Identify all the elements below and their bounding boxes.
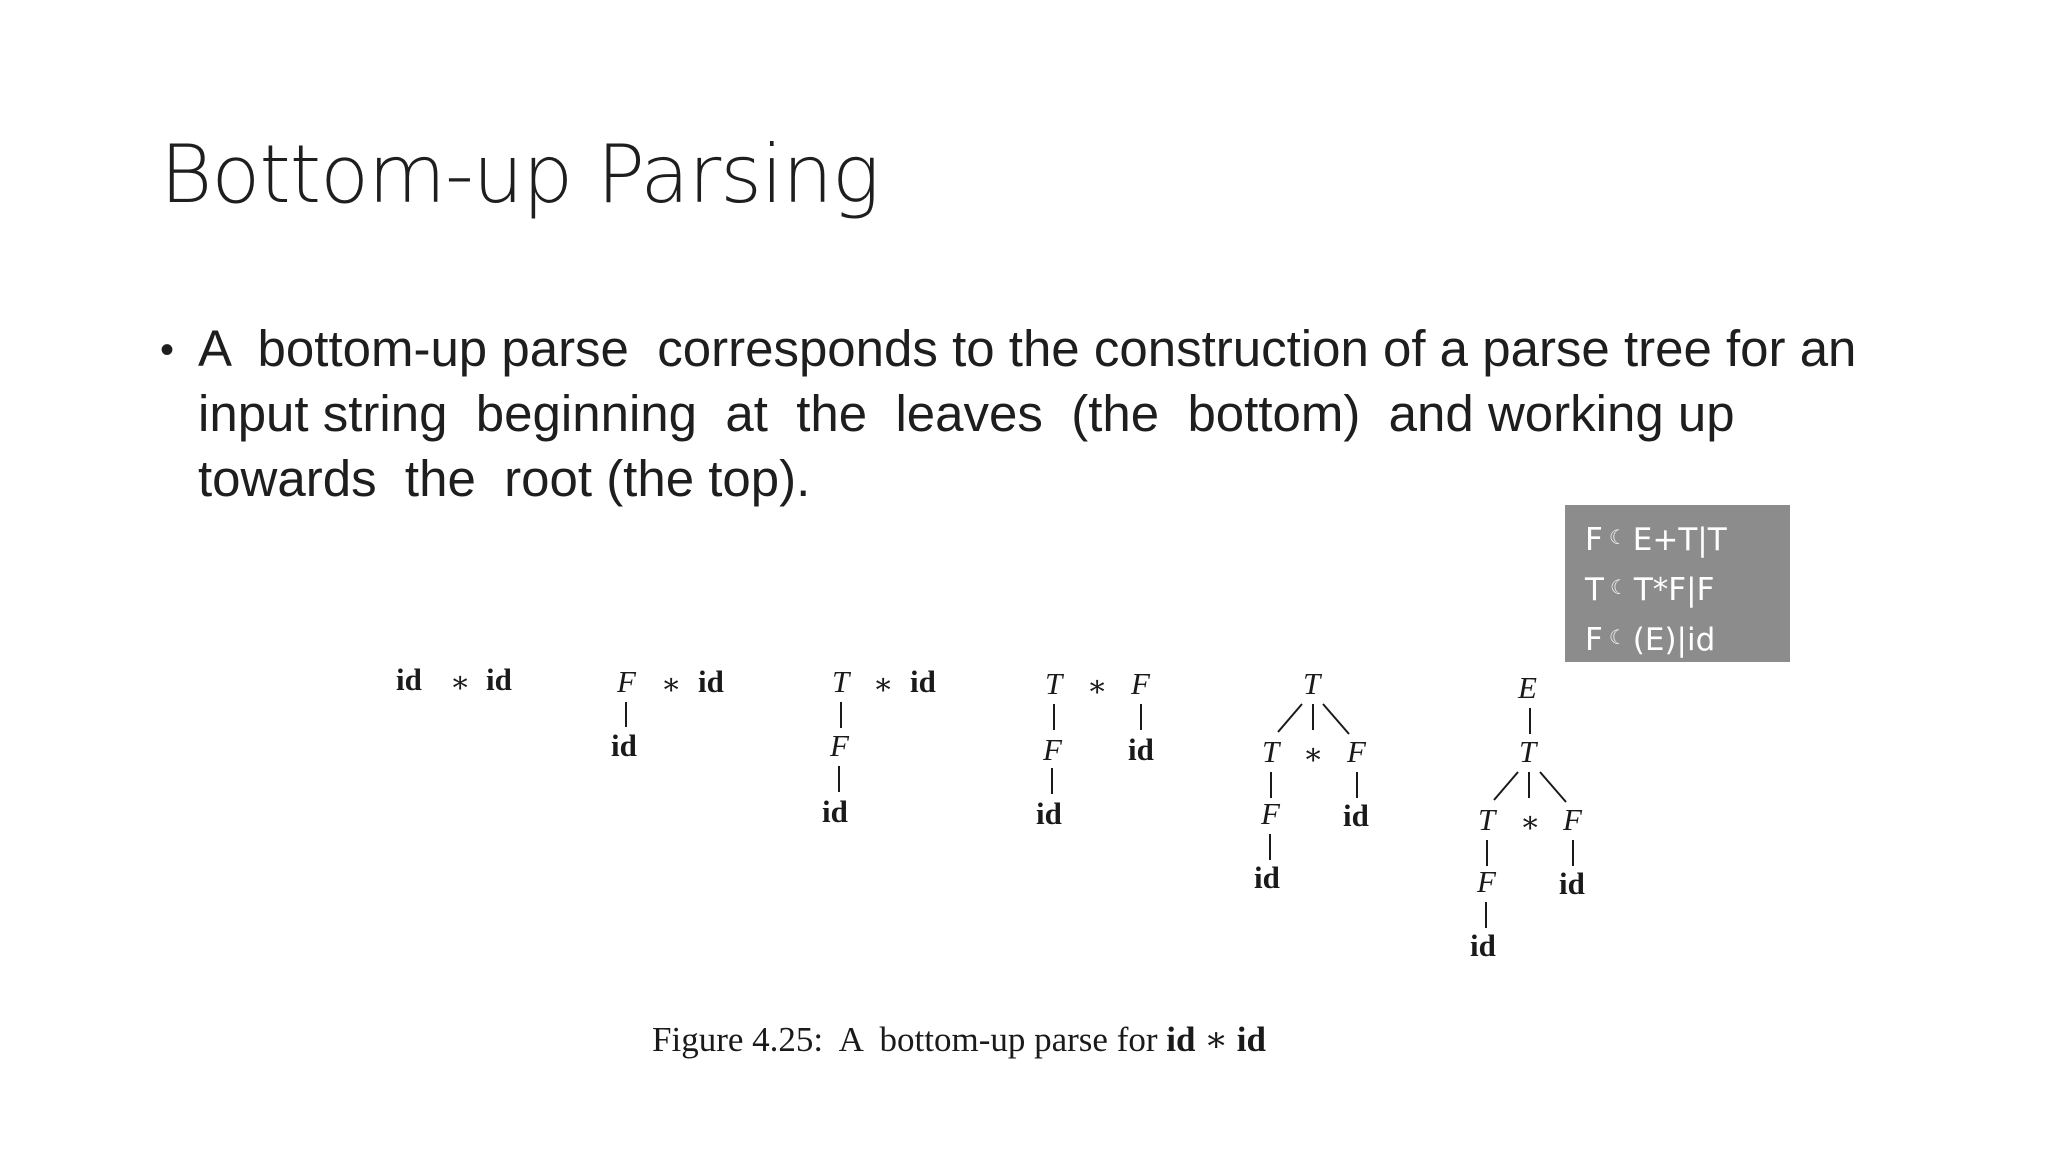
- grammar-rule-2: [1585, 564, 1790, 614]
- caption-bold-id: id: [1166, 1020, 1196, 1059]
- figure-caption: [652, 1016, 1266, 1064]
- node-T: T: [1519, 734, 1537, 769]
- node-star: ∗: [450, 666, 471, 699]
- node-F: F: [830, 728, 849, 763]
- node-id: id: [396, 662, 422, 697]
- parse-step-6: [1470, 670, 1585, 963]
- parse-step-2: [611, 664, 724, 763]
- bullet-text: A bottom-up parse corresponds to the construction of a parse tree for an input string beginning at the leaves (the bottom) and working up towards the root (the top).: [198, 320, 1871, 507]
- node-id: id: [611, 728, 637, 763]
- node-id: id: [1343, 798, 1369, 833]
- parse-step-1: [396, 662, 512, 699]
- node-id: id: [1254, 860, 1280, 895]
- node-F: F: [617, 664, 636, 699]
- node-star: ∗: [1303, 738, 1324, 771]
- node-E: E: [1518, 670, 1537, 705]
- parse-step-4: [1036, 666, 1154, 831]
- node-star: ∗: [1520, 806, 1541, 839]
- node-star: ∗: [873, 668, 894, 701]
- node-id: id: [1559, 866, 1585, 901]
- arrow-icon: ☾: [1609, 575, 1628, 599]
- grammar-rule-lhs: F: [1585, 622, 1603, 658]
- arrow-icon: ☾: [1608, 525, 1627, 549]
- node-id: id: [1036, 796, 1062, 831]
- node-star: ∗: [661, 668, 682, 701]
- node-id: id: [1128, 732, 1154, 767]
- node-T: T: [1303, 666, 1321, 701]
- node-F: F: [1477, 864, 1496, 899]
- node-F: F: [1261, 796, 1280, 831]
- grammar-box: [1565, 505, 1790, 662]
- caption-operator: ∗: [1195, 1020, 1237, 1059]
- grammar-rule-rhs: T*F|F: [1633, 572, 1715, 608]
- grammar-rule-lhs: T: [1585, 572, 1604, 608]
- node-F: F: [1131, 666, 1150, 701]
- bullet-item: [160, 316, 1880, 511]
- caption-text: Figure 4.25: A bottom-up parse for: [652, 1020, 1167, 1059]
- parse-step-3: [822, 664, 936, 829]
- grammar-rule-rhs: (E)|id: [1632, 622, 1716, 658]
- node-F: F: [1043, 732, 1062, 767]
- node-T: T: [1478, 802, 1496, 837]
- node-T: T: [1262, 734, 1280, 769]
- grammar-rule-rhs: E+T|T: [1632, 522, 1727, 558]
- node-id: id: [1470, 928, 1496, 963]
- tree-edge: [1494, 772, 1518, 800]
- grammar-rule-1: [1585, 514, 1790, 564]
- tree-edge: [1323, 704, 1349, 734]
- parse-step-5: [1254, 666, 1369, 895]
- node-star: ∗: [1087, 670, 1108, 703]
- node-id: id: [698, 664, 724, 699]
- tree-edge: [1278, 704, 1302, 732]
- tree-edge: [1540, 772, 1566, 802]
- node-id: id: [486, 662, 512, 697]
- node-F: F: [1563, 802, 1582, 837]
- node-id: id: [822, 794, 848, 829]
- node-T: T: [1045, 666, 1063, 701]
- grammar-rule-lhs: F: [1585, 522, 1603, 558]
- grammar-rule-3: [1585, 614, 1790, 664]
- arrow-icon: ☾: [1608, 625, 1627, 649]
- node-T: T: [832, 664, 850, 699]
- caption-bold-id: id: [1236, 1020, 1266, 1059]
- bullet-dot: •: [160, 328, 175, 372]
- slide-title: Bottom-up Parsing: [160, 128, 879, 221]
- node-id: id: [910, 664, 936, 699]
- node-F: F: [1347, 734, 1366, 769]
